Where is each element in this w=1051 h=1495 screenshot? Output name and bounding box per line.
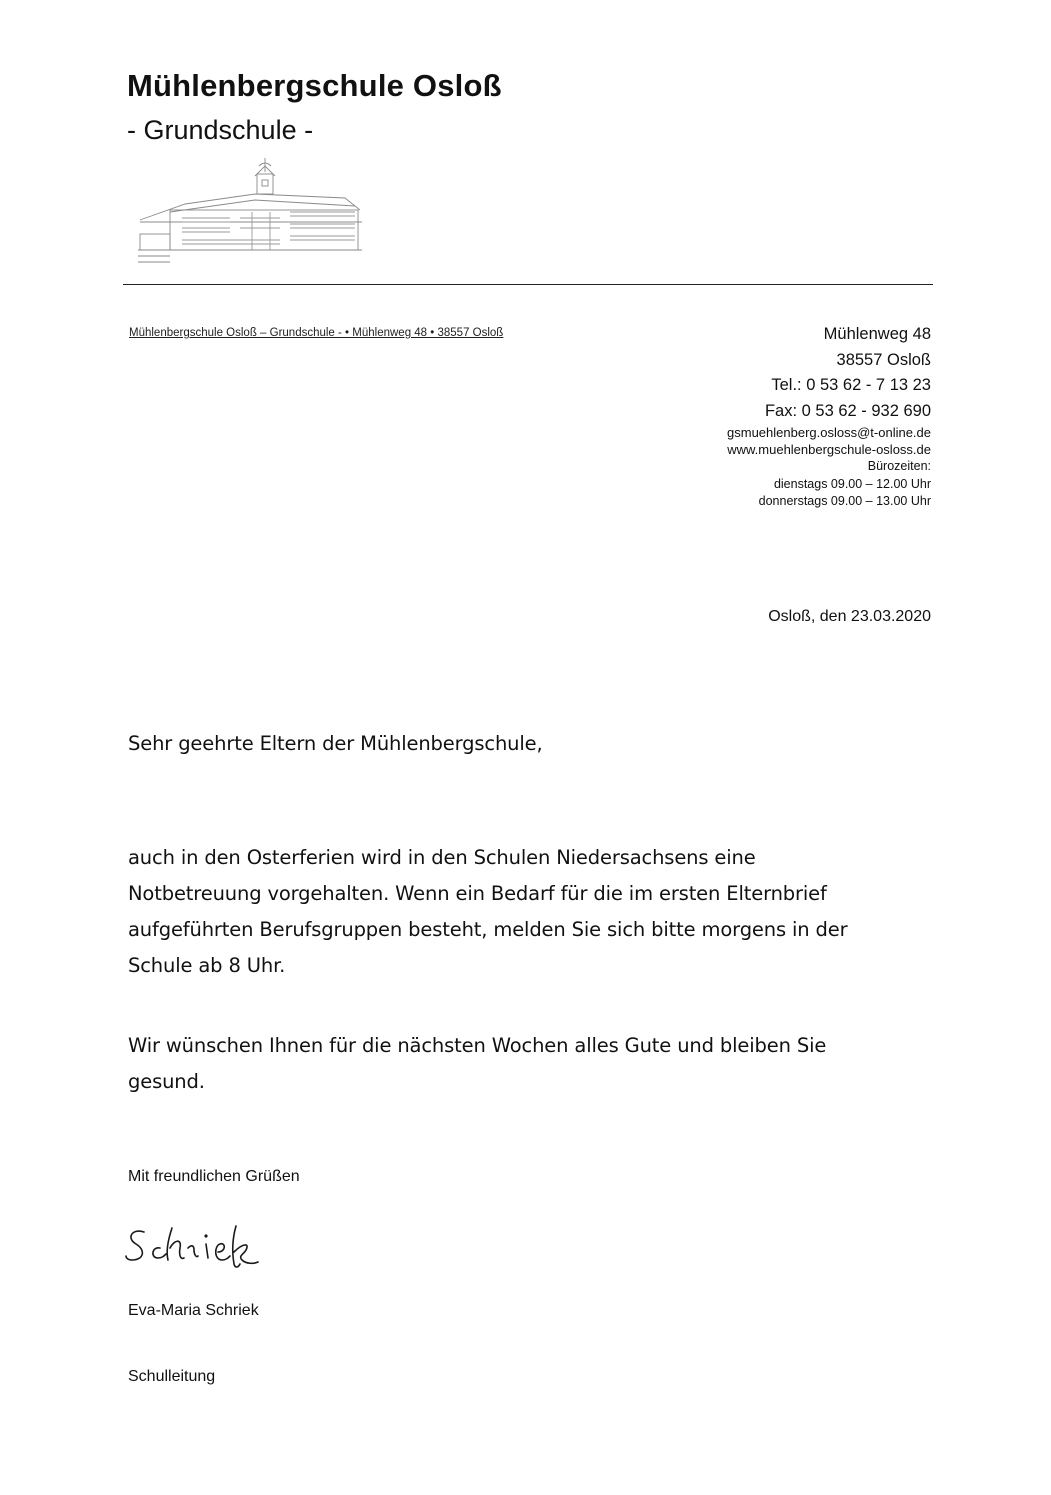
header-divider <box>123 284 933 285</box>
closing: Mit freundlichen Grüßen <box>128 1168 300 1185</box>
paragraph-1-line: aufgeführten Berufsgruppen besteht, melden Sie sich bitte morgens in der <box>128 918 848 941</box>
office-hours-thursday: donnerstags 09.00 – 13.00 Uhr <box>758 494 931 508</box>
school-type: - Grundschule - <box>127 115 314 145</box>
paragraph-2-line: Wir wünschen Ihnen für die nächsten Wochen alles Gute und bleiben Sie <box>128 1034 827 1057</box>
office-hours-label: Bürozeiten: <box>867 459 931 473</box>
paragraph-2 <box>128 1028 948 1100</box>
letter-date: Osloß, den 23.03.2020 <box>768 608 931 625</box>
paragraph-1-line: Notbetreuung vorgehalten. Wenn ein Bedarf für die im ersten Elternbrief <box>128 882 827 905</box>
paragraph-1 <box>128 840 948 984</box>
signer-role: Schulleitung <box>128 1368 216 1385</box>
paragraph-1-line: Schule ab 8 Uhr. <box>128 954 286 977</box>
contact-street: Mühlenweg 48 <box>823 325 931 343</box>
contact-block <box>727 322 931 511</box>
paragraph-2-line: gesund. <box>128 1070 205 1093</box>
return-address-line: Mühlenbergschule Osloß – Grundschule - • Mühlenweg 48 • 38557 Osloß <box>129 327 504 339</box>
paragraph-1-line: auch in den Osterferien wird in den Schulen Niedersachsens eine <box>128 846 756 869</box>
salutation: Sehr geehrte Eltern der Mühlenbergschule, <box>128 732 543 755</box>
handwritten-signature <box>122 1218 272 1274</box>
school-name: Mühlenbergschule Osloß <box>127 68 502 103</box>
contact-fax: Fax: 0 53 62 - 932 690 <box>764 401 931 420</box>
contact-email: gsmuehlenberg.osloss@t-online.de <box>727 425 931 440</box>
signer-name: Eva-Maria Schriek <box>128 1302 259 1319</box>
office-hours-tuesday: dienstags 09.00 – 12.00 Uhr <box>773 476 931 491</box>
contact-website: www.muehlenbergschule-osloss.de <box>727 442 931 457</box>
school-building-icon <box>130 152 370 264</box>
contact-phone: Tel.: 0 53 62 - 7 13 23 <box>771 376 931 394</box>
contact-city: 38557 Osloß <box>836 350 931 369</box>
